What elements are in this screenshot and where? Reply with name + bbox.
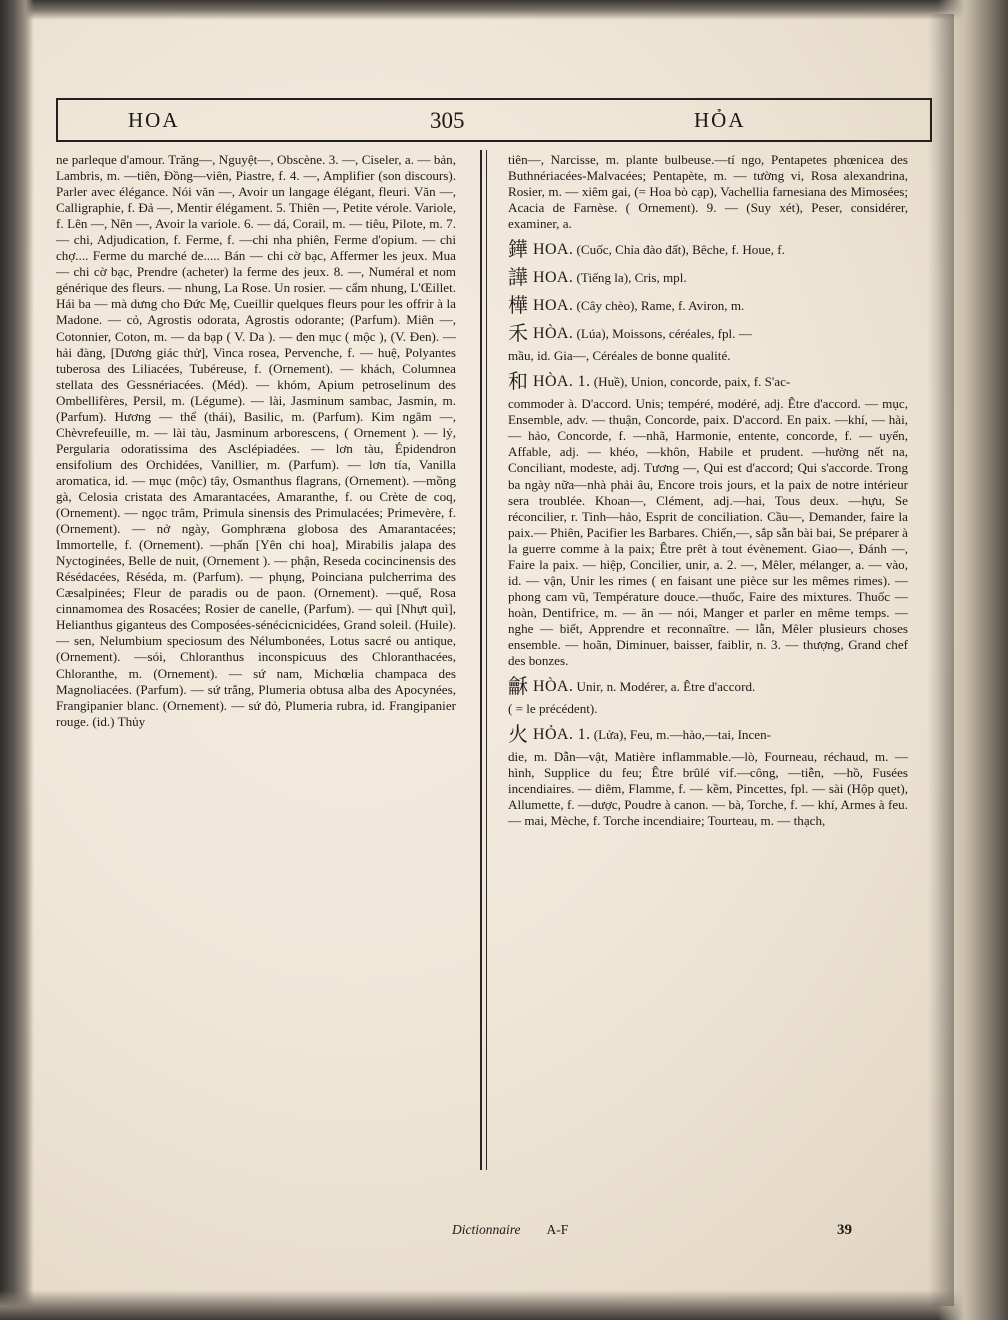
- page-edge-bottom: [0, 1290, 1008, 1320]
- column-divider-rule-1: [480, 150, 482, 1170]
- entry-continuation: commoder à. D'accord. Unis; tempéré, modéré, adj. Être d'accord. — mục, Ensemble, adv. — thuận, Concorde, paix. D'accord. En paix. —khí, — hài, — hảo, Concorde, f. —nhã, Harmonie, entente, concorde, f. — uyển, Affable, adj. — khéo, —khôn, Habile et prudent. —hường nết na, Conciliant, modeste, adj. Tương —, Qui est d'accord; Qui s'accorde. Trong ba ngày nữa—nhà phải âu, Encore trois jours, et la paix de notre intérieur sera troublée. Khoan—, Clément, adj.—hai, Tous deux. —hựu, Se réconcilier, r. Tinh—hảo, Esprit de conciliation. Cầu—, Demander, faire la paix.— Phiên, Pacifier les Barbares. Chiến,—, sắp sẵn bài bai, Se préparer à la guerre comme à la paix; Être prêt à tout évènement. Giao—, Đánh —, Faire la paix. — hiệp, Concilier, unir, a. 2. —, Mêler, mélanger, a. — vào, id. — vận, Unir les rimes ( en faisant une pièce sur les mêmes rimes). — phong cam vũ, Température douce.—thuốc, Faire des mixtures. Thuốc —hoàn, Dentifrice, m. — ăn — nói, Manger et parler en même temps. — nghe — biết, Apprendre et reconnaître. — lẫn, Mêler plusieurs choses ensemble. — hoãn, Diminuer, baisser, faiblir, n. 3. — thượng, Grand chef des bonzes.: [508, 396, 908, 669]
- entry-han-character: 和: [508, 369, 528, 394]
- dictionary-entry: [508, 676, 908, 697]
- entry-romanization: HÒA.: [533, 678, 574, 696]
- entry-romanization: HOA.: [533, 297, 574, 315]
- right-column: [508, 152, 908, 829]
- left-column: [56, 152, 456, 730]
- page-edge-left: [0, 0, 34, 1320]
- entry-han-character: 龢: [508, 674, 528, 699]
- right-column-body: tiên—, Narcisse, m. plante bulbeuse.—tí ngo, Pentapetes phœnicea des Buthnériacées-Malvacées; Pentapète, m. — tường vi, Rosa alexandrina, Rosier, m. — xiêm gai, (= Hoa bò cạp), Vachellia farnesiana des Mimosées; Acacia de Farnèse. ( Ornement). 9. — (Suy xét), Peser, considérer, examiner, a.: [508, 152, 908, 232]
- footer-title: Dictionnaire: [452, 1222, 521, 1237]
- entry-continuation: mầu, id. Gia—, Céréales de bonne qualité.: [508, 348, 731, 364]
- text-columns: [56, 152, 932, 1212]
- entry-han-character: 譁: [508, 265, 528, 290]
- dictionary-entry: [508, 724, 908, 745]
- page-edge-top: [0, 0, 1008, 20]
- entry-gloss: (Lửa), Feu, m.—hào,—tai, Incen-: [593, 727, 772, 743]
- dictionary-entry: [508, 267, 908, 288]
- entry-gloss: (Huề), Union, concorde, paix, f. S'ac-: [593, 374, 791, 390]
- left-column-body: ne parleque d'amour. Trăng—, Nguyệt—, Obscène. 3. —, Ciseler, a. — bản, Lambris, m. —tiên, Đồng—viên, Piastre, f. 4. —, Amplifier (son discours). Parler avec élégance. Nói văn —, Avoir un langage élégant, fleuri. Văn —, Calligraphie, f. Đả —, Mentir élégament. 5. Thiên —, Petite vérole. Variole, f. Lên —, Nên —, Avoir la variole. 6. — dá, Corail, m. — tiêu, Pilote, m. 7. — chi, Adjudication, f. Ferme, f. —chi nha phiên, Ferme d'opium. — chi chợ.... Ferme du marché de..... Bán — chi cờ bạc, Affermer les jeux. Mua — chi cờ bạc, Prendre (acheter) la ferme des jeux. 8. —, Numéral et nom générique des fleurs. — nhung, La Rose. Un rosier. — cẩm nhung, L'Œillet. Hái ba — mà dưng cho Đức Mẹ, Cueillir quelques fleurs pour les offrir à la Madone. — cỏ, Agrostis odorata, Agrostis odorante; (Parfum). Miên —, Cotonnier, Coton, m. — da bạp ( V. Da ). — đen mục ( mộc ), (V. Đen). — hải đàng, [Dương giác thử], Vinca rosea, Pervenche, f. — huệ, Polyantes tuberosa des Liliacées, Tubéreuse, f. (Ornement). — khách, Columnea stellata des Gessnériacées. (Méd). — khóm, Apium petroselinum des Ombellifères, Persil, m. (Légume). — lài, Jasminum sambac, Jasmin, m. (Parfum). Hương — thể (thái), Basilic, m. (Parfum). Kim ngâm —, Chèvrefeuille, m. — lài tàu, Jasminum arborescens, ( Ornement ). — lý, Pergularia odoratissima des Asclépiadées. — lơn tàu, Épidendron ensifolium des Orchidées, Vanillier, m. (Parfum). — lơn tía, Vanilla aromatica, id. — mục (mộc) tây, Osmanthus flagrans, (Ornement). —mồng gà, Celosia cristata des Amarantacées, Amaranthe, f. ou Crète de coq, (Ornement). — ngọc trâm, Primula sinensis des Primulacées; Primevère, f. (Ornement). — nở ngày, Gomphræna globosa des Amarantacées; Immortelle, f. (Ornement). —phấn [Yên chi hoa], Mirabilis jalapa des Nyctoginées, Belle de nuit, (Ornement ). — phận, Reseda cocincinensis des Résédacées, Réséda, m. (Parfum). — phụng, Poinciana pulcherrima des Cæsalpinées; Fleur de paradis ou de paon. (Ornement). —quế, Rosa cinnamomea des Rosacées; Rosier de canelle, (Parfum). — quì [Nhựt quì], Helianthus giganteus des Composées-sénécicnicidées, Grand soleil. (Huile). — sen, Nelumbium speciosum des Nélumbonées, Lotus sacré ou antique, (Ornement). —sói, Chloranthus inconspicuus des Chloranthacées, Chloranthe, m. (Ornement). — sứ nam, Michœlia champaca des Magnoliacées. (Parfum). — sứ trắng, Plumeria obtusa alba des Apocynées, Frangipanier blanc. (Ornement). — sứ đỏ, Plumeria rubra, id. Frangipanier rouge. (id.) Thủy: [56, 152, 456, 729]
- dictionary-entry: [508, 323, 908, 344]
- entry-han-character: 火: [508, 722, 528, 747]
- signature-number: 39: [837, 1222, 852, 1238]
- entry-continuation: ( = le précédent).: [508, 701, 598, 717]
- entry-continuation: die, m. Dẫn—vật, Matière inflammable.—lò, Fourneau, réchaud, m. — hình, Supplice du feu; Être brûlé vif.—công, —tiễn, —hồ, Fusées incendiaires. — diêm, Flamme, f. — kềm, Pincettes, fpl. — sài (Hộp quẹt), Allumette, f. —dược, Poudre à canon. — bà, Torche, f. — khí, Armes à feu. — mai, Mèche, f. Torche incendiaire; Tourteau, m. — thạch,: [508, 749, 908, 829]
- entry-gloss: (Lúa), Moissons, céréales, fpl. —: [576, 326, 752, 342]
- dictionary-entry: [508, 295, 908, 316]
- entry-gloss: (Tiếng la), Cris, mpl.: [576, 270, 687, 286]
- entry-gloss: (Cây chèo), Rame, f. Aviron, m.: [576, 298, 745, 314]
- entry-romanization: HÒA.: [533, 325, 574, 343]
- entry-romanization: HỎA. 1.: [533, 726, 591, 744]
- footer-volume: A-F: [546, 1222, 569, 1237]
- entry-gloss: Unir, n. Modérer, a. Être d'accord.: [576, 679, 756, 695]
- header-left-word: HOA: [128, 108, 180, 132]
- page-header-frame: [56, 98, 932, 142]
- entry-gloss: (Cuốc, Chỉa đào đất), Bêche, f. Houe, f.: [576, 242, 785, 258]
- entry-han-character: 禾: [508, 321, 528, 346]
- entry-romanization: HOA.: [533, 241, 574, 259]
- header-right-word: HỎA: [694, 108, 746, 132]
- column-divider-rule-2: [486, 150, 487, 1170]
- page-footer: [452, 1222, 852, 1239]
- entry-han-character: 鏵: [508, 237, 528, 262]
- dictionary-entry: [508, 371, 908, 392]
- entry-romanization: HOA.: [533, 269, 574, 287]
- page-number: 305: [430, 108, 465, 133]
- dictionary-entry: [508, 239, 908, 260]
- entry-han-character: 樺: [508, 293, 528, 318]
- entry-romanization: HÒA. 1.: [533, 373, 591, 391]
